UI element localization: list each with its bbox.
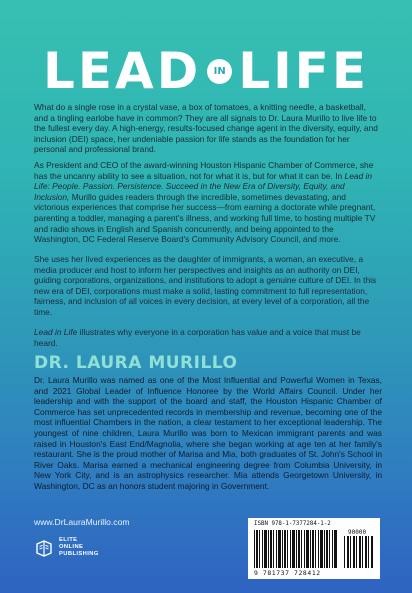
blurb-paragraph-3: She uses her lived experiences as the daughter of immigrants, a woman, an executive, a media producer and host to inform her perspectives and insights as an authority on DEI, guiding corporations, organizations, and institutions to adopt a genuine culture of DEI. In this new era of DEI, corporations must make a solid, lasting commitment to full representation, fairness, and inclusion of all voices in every decision, at every level of a corporation, all the time. (34, 254, 377, 317)
blurb-book-short-title: Lead in Life (34, 327, 78, 337)
author-heading: DR. LAURA MURILLO (34, 353, 238, 373)
publisher-name-line-1: ELITE (59, 537, 78, 543)
blurb-paragraph-2 (34, 160, 382, 245)
blurb-paragraph-4 (34, 327, 382, 348)
title-word-lead: LEAD (43, 42, 202, 100)
blurb-paragraph-2-intro: As President and CEO of the award-winning Houston Hispanic Chamber of Commerce, she has the uncanny ability to see a situation, not for what it is, but for what it can be. In (34, 160, 374, 181)
barcode-number: 9 781737 728412 (254, 569, 321, 577)
isbn-barcode (248, 518, 380, 579)
book-title (0, 40, 412, 102)
barcode-bars-addon (344, 536, 374, 568)
publisher-book-icon (34, 538, 54, 558)
blurb-paragraph-2-rest: Murillo guides readers through the incredible, sometimes devastating, and victorious experiences that comprise her success—from earning a doctorate while pregnant, parenting a toddler, managing a parent's illness, and working full time, to hosting multiple TV and radio shows in English and Spanish concurrently, and being appointed to the Washington, DC Federal Reserve Board's Community Advisory Council, and more. (34, 191, 376, 245)
blurb-book-full-title: Lead in Life: People. Passion. Persistence. Succeed in the New Era of Diversity, Equity, and Inclusion, (34, 170, 373, 202)
title-in-badge: IN (207, 59, 232, 84)
barcode-bars-main (254, 530, 338, 568)
price-addon-number: 90000 (348, 529, 367, 536)
publisher-name-line-3: PUBLISHING (59, 551, 99, 557)
blurb-paragraph-4-rest: illustrates why everyone in a corporation has value and a voice that must be heard. (34, 327, 361, 348)
publisher-name (59, 537, 99, 558)
title-word-life: LIFE (238, 42, 369, 100)
author-bio: Dr. Laura Murillo was named as one of the Most Influential and Powerful Women in Texas, and 2021 Global Leader of Influence Honoree by the World Affairs Council. Under her leadership and with the support of the board and staff, the Houston Hispanic Chamber of Commerce has set unprecedented records in membership and revenue, becoming one of the most influential Chambers in the nation, a clear testament to her exceptional leadership. The youngest of nine children, Laura Murillo was born to Mexican immigrant parents and was raised in Houston's East End/Magnolia, where she began working at age ten at her family's restaurant. She is the proud mother of Marisa and Mia, both graduates of St. John's School in River Oaks. Marisa earned a mechanical engineering degree from Columbia University, in New York City, and is an astrophysics researcher. Mia attends Georgetown University, in Washington, DC as an honors student majoring in Government. (34, 375, 382, 491)
publisher-logo (34, 537, 99, 558)
publisher-name-line-2: ONLINE (59, 544, 84, 550)
blurb-paragraph-1: What do a single rose in a crystal vase, a box of tomatoes, a knitting needle, a basketball, and a tingling earlobe have in common? They are all signals to Dr. Laura Murillo to live life to the fullest every day. A high-energy, results-focused change agent in the diversity, equity, and inclusion (DEI) space, her undeniable passion for life stands as the foundation for her personal and professional brand. (34, 102, 378, 155)
isbn-label: ISBN 978-1-7377284-1-2 (254, 521, 331, 527)
author-website: www.DrLauraMurillo.com (34, 517, 130, 527)
